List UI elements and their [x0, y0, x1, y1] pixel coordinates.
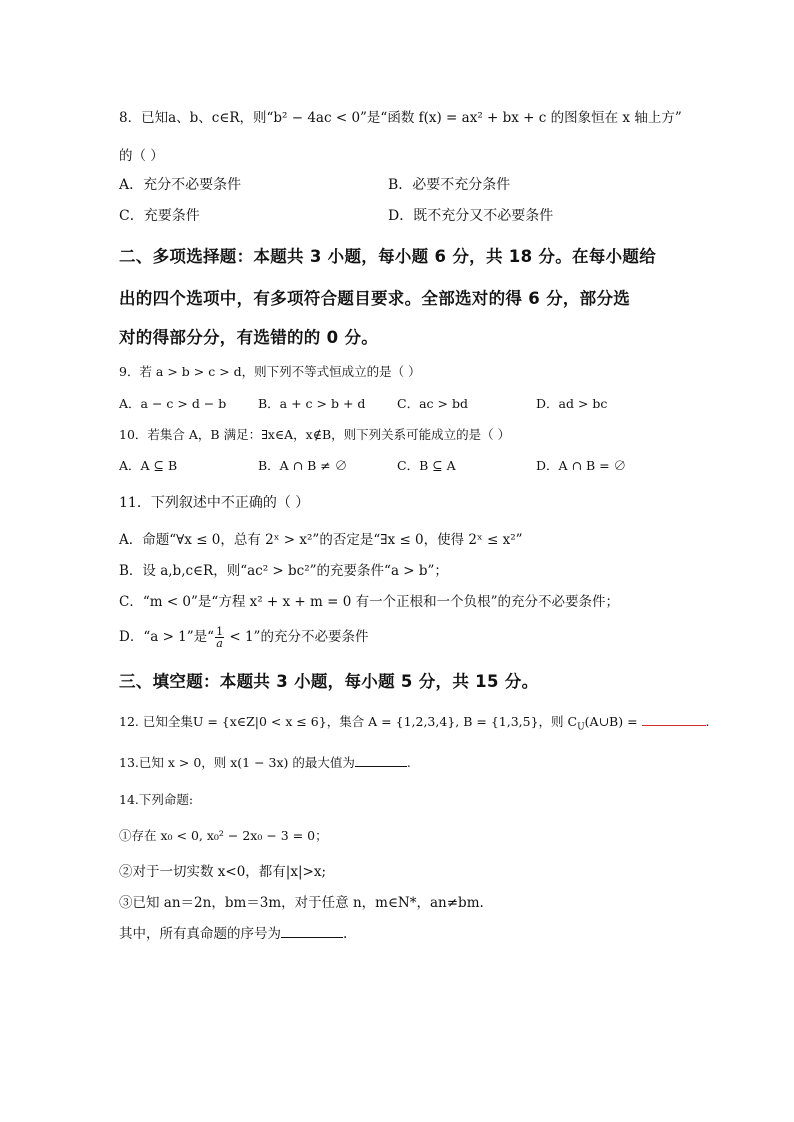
q11-option-c: C．“m < 0”是“方程 x² + x + m = 0 有一个正根和一个负根”的充分不必要条件；	[119, 594, 620, 610]
q9-option-d: D．ad > bc	[536, 396, 608, 411]
q8-stem-line2: 的（ ）	[119, 148, 164, 164]
q9-option-a: A．a − c > d − b	[119, 396, 227, 411]
q14-stem: 14.下列命题:	[119, 792, 194, 807]
q10-stem: 10．若集合 A，B 满足：∃x∈A，x∉B，则下列关系可能成立的是（ ）	[119, 427, 511, 442]
q14-answer-blank[interactable]	[281, 923, 343, 938]
q14-item-1: ①存在 x₀ < 0, x₀² − 2x₀ − 3 = 0；	[119, 828, 328, 843]
q11-option-b: B．设 a,b,c∈R，则“ac² > bc²”的充要条件“a > b”；	[119, 563, 448, 579]
q11-option-a: A．命题“∀x ≤ 0，总有 2ˣ > x²”的否定是“∃x ≤ 0，使得 2ˣ ≤ x²”	[119, 532, 523, 548]
q12-line	[119, 711, 710, 738]
fraction-denominator: a	[216, 637, 223, 650]
q13-answer-blank[interactable]	[355, 752, 407, 767]
q11-option-d-suffix: < 1”的充分不必要条件	[225, 629, 369, 645]
q10-option-b: B．A ∩ B ≠ ∅	[258, 458, 348, 473]
q11-option-d	[119, 626, 368, 649]
q14-end: .	[343, 926, 348, 942]
q12-tail: (A∪B) =	[584, 714, 638, 729]
q14-item-3: ③已知 an＝2n，bm＝3m，对于任意 n，m∈N*，an≠bm.	[119, 895, 484, 911]
q9-stem: 9．若 a > b > c > d，则下列不等式恒成立的是（ ）	[119, 364, 421, 379]
q12-complement-subscript: U	[577, 722, 585, 733]
q8-stem-line1: 8．已知a、b、c∈R，则“b² − 4ac < 0”是“函数 f(x) = ax² + bx + c 的图象恒在 x 轴上方”	[119, 110, 682, 126]
q9-option-b: B．a + c > b + d	[258, 396, 366, 411]
q11-stem: 11．下列叙述中不正确的（ ）	[119, 495, 310, 511]
q13-end: .	[406, 755, 411, 770]
section2-heading-line3: 对的得部分分，有选错的的 0 分。	[119, 328, 379, 347]
q8-option-b: B．必要不充分条件	[388, 177, 511, 193]
fraction-numerator: 1	[216, 625, 224, 638]
section2-heading-line2: 出的四个选项中，有多项符合题目要求。全部选对的得 6 分，部分选	[119, 289, 631, 308]
q12-end: .	[705, 714, 710, 729]
q11-option-d-prefix: D．“a > 1”是“	[119, 629, 215, 645]
section2-heading-line1: 二、多项选择题：本题共 3 小题，每小题 6 分，共 18 分。在每小题给	[119, 247, 656, 266]
q13-line	[119, 752, 411, 773]
q14-item-2: ②对于一切实数 x<0，都有|x|>x;	[119, 864, 326, 880]
q10-option-d: D．A ∩ B = ∅	[536, 458, 627, 473]
q9-option-c: C．ac > bd	[397, 396, 468, 411]
q8-option-d: D．既不充分又不必要条件	[388, 208, 554, 224]
fraction-one-over-a	[215, 626, 224, 649]
q14-ask-line	[119, 923, 347, 944]
q10-option-a: A．A ⊆ B	[119, 458, 178, 473]
section3-heading: 三、填空题：本题共 3 小题，每小题 5 分，共 15 分。	[119, 672, 539, 691]
q13-text: 13.已知 x > 0，则 x(1 − 3x) 的最大值为	[119, 755, 355, 770]
q8-option-c: C．充要条件	[119, 208, 200, 224]
q8-option-a: A．充分不必要条件	[119, 177, 242, 193]
q12-text: 12. 已知全集U = {x∈Z|0 < x ≤ 6}，集合 A = {1,2,3,4}, B = {1,3,5}，则 C	[119, 714, 578, 729]
q12-answer-blank[interactable]	[642, 711, 706, 726]
q10-option-c: C．B ⊆ A	[397, 458, 456, 473]
q14-ask: 其中，所有真命题的序号为	[119, 926, 281, 942]
